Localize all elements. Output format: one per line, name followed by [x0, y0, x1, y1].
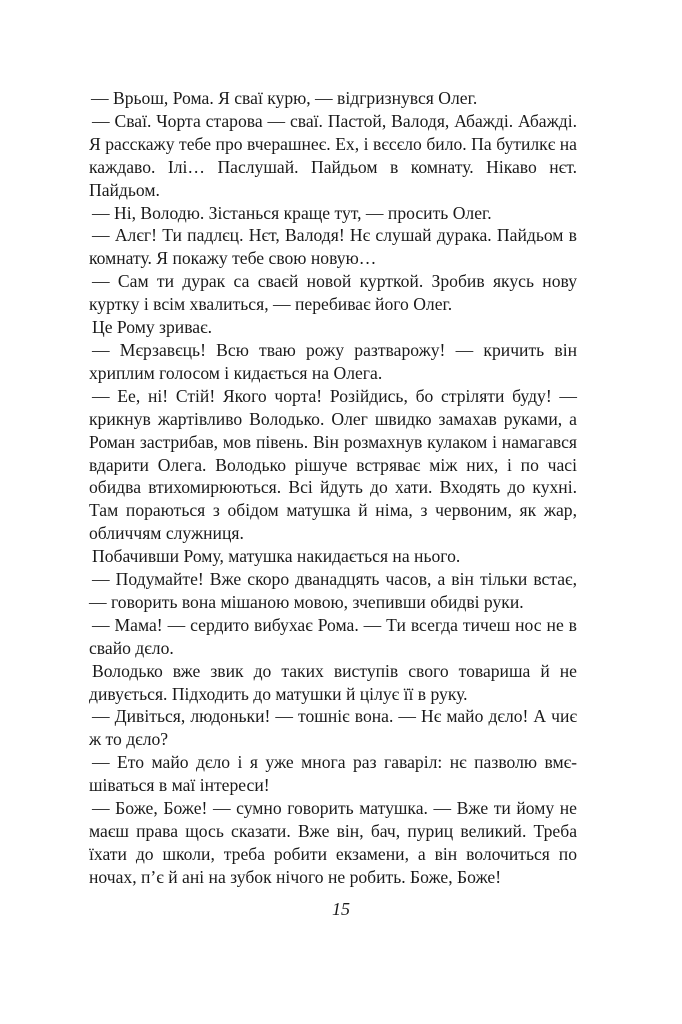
paragraph: — Подумайте! Вже скоро дванадцять часов, а він тільки встає, — говорить вона мішаною мовою, зчепивши обидві руки.: [89, 569, 577, 612]
paragraph: — Врьош, Рома. Я сваї курю, — відгризнувся Олег.: [91, 88, 478, 108]
paragraph: — Ее, ні! Стій! Якого чорта! Розійдись, бо стріляти буду! — крикнув жартівливо Володько. Олег швидко замахав руками, а Роман застрибав, мов півень. Він розмахнув кулаком і намагався вдарити Олега. Володько рішуче встряває між них, і по часі обидва втихомирюються. Всі йдуть до хати. Входять до кухні. Там пораються з обідом матушка й німа, з червоним, як жар, обличчям служниця.: [89, 385, 577, 544]
paragraph: Це Рому зриває.: [92, 317, 213, 338]
paragraph: — Ні, Володю. Зістанься краще тут, — просить Олег.: [92, 202, 492, 223]
body-text: [89, 87, 577, 889]
paragraph: — Мама! — сердито вибухає Рома. — Ти всегда тичеш нос не в свайо дєло.: [89, 614, 577, 658]
paragraph: — Ето майо дєло і я уже многа раз гаваріл: нє пазволю вмєшіваться в маї інтереси!: [89, 752, 577, 796]
paragraph: — Алєг! Ти падлєц. Нєт, Валодя! Нє слушай дурака. Пайдьом в комнату. Я покажу тебе свою новую…: [89, 225, 577, 269]
page-number: 15: [332, 899, 350, 919]
paragraph: — Боже, Боже! — сумно говорить матушка. — Вже ти йому не маєш права щось сказати. Вже він, бач, пуриц великий. Треба їхати до школи, треба робити екзамени, а він волочиться по ночах, п’є й ані на зубок нічого не робить. Боже, Боже!: [89, 798, 577, 887]
paragraph: — Сваї. Чорта старова — сваї. Пастой, Валодя, Абажді. Абажді. Я расскажу тебе про вчерашнеє. Ех, і вєсєло било. Па бутилкє на каждаво. Ілі… Паслушай. Пайдьом в комнату. Нікаво нєт. Пайдьом.: [89, 110, 577, 200]
paragraph: — Дивіться, людоньки! — тошніє вона. — Нє майо дєло! А чиє ж то дєло?: [89, 706, 577, 750]
paragraph: — Мєрзавєць! Всю тваю рожу разтварожу! — кричить він хриплим голосом і кидається на Олега.: [89, 339, 577, 383]
paragraph: Володько вже звик до таких виступів свого товариша й не дивується. Підходить до матушки й цілує її в руку.: [89, 660, 577, 704]
paragraph: — Сам ти дурак са сваєй новой курткой. Зробив якусь нову куртку і всім хвалиться, — перебиває його Олег.: [89, 271, 577, 315]
paragraph: Побачивши Рому, матушка накидається на нього.: [92, 546, 461, 567]
